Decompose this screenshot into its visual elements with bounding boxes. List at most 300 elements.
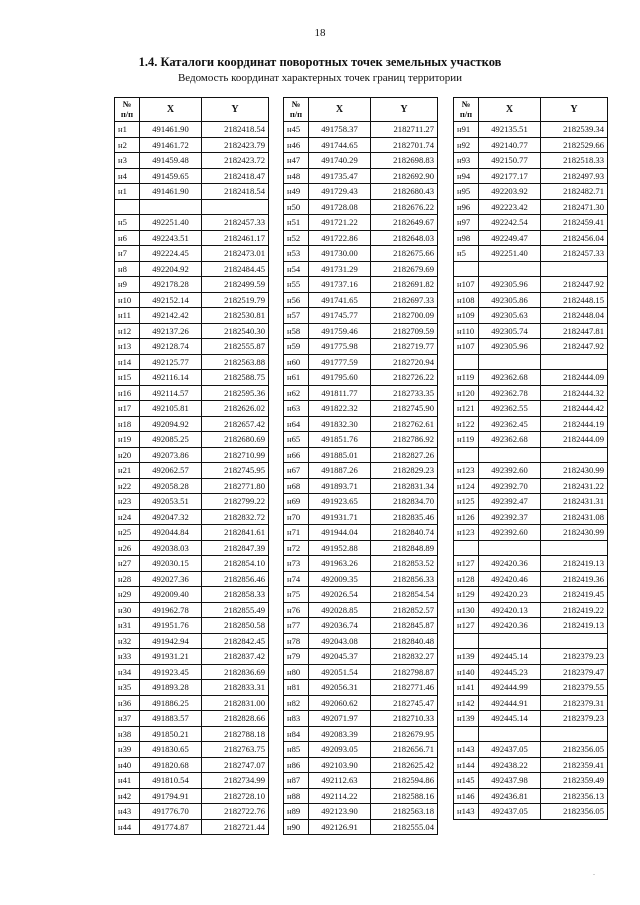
point-number: н5 <box>454 246 479 262</box>
table-row <box>454 246 608 262</box>
point-number: н97 <box>454 215 479 231</box>
table-row <box>115 788 269 804</box>
x-coordinate: 491737.16 <box>309 277 371 293</box>
point-number: н109 <box>454 308 479 324</box>
x-coordinate: 492126.91 <box>309 819 371 835</box>
point-number: н59 <box>284 339 309 355</box>
y-coordinate: 2182832.72 <box>202 509 269 525</box>
table-row <box>284 246 438 262</box>
x-coordinate: 492135.51 <box>479 122 541 138</box>
x-coordinate <box>479 261 541 277</box>
x-coordinate: 492094.92 <box>140 416 202 432</box>
y-coordinate: 2182711.27 <box>371 122 438 138</box>
y-coordinate: 2182430.99 <box>541 525 608 541</box>
y-coordinate: 2182418.54 <box>202 122 269 138</box>
y-coordinate: 2182418.47 <box>202 168 269 184</box>
x-coordinate: 492009.40 <box>140 587 202 603</box>
x-coordinate: 492392.37 <box>479 509 541 525</box>
point-number: н66 <box>284 447 309 463</box>
point-number <box>454 447 479 463</box>
table-row <box>284 354 438 370</box>
table-row <box>284 742 438 758</box>
point-number: н47 <box>284 153 309 169</box>
point-number: н86 <box>284 757 309 773</box>
x-coordinate: 491886.25 <box>140 695 202 711</box>
x-coordinate: 491744.65 <box>309 137 371 153</box>
x-coordinate: 492114.22 <box>309 788 371 804</box>
x-coordinate: 492392.47 <box>479 494 541 510</box>
x-coordinate: 491951.76 <box>140 618 202 634</box>
point-number: н21 <box>115 463 140 479</box>
y-coordinate: 2182680.43 <box>371 184 438 200</box>
table-row <box>115 401 269 417</box>
point-number: н30 <box>115 602 140 618</box>
x-coordinate: 492083.39 <box>309 726 371 742</box>
point-number: н92 <box>454 137 479 153</box>
point-number <box>454 261 479 277</box>
y-coordinate: 2182359.49 <box>541 773 608 789</box>
y-coordinate: 2182356.05 <box>541 742 608 758</box>
y-coordinate: 2182848.89 <box>371 540 438 556</box>
point-number: н90 <box>284 819 309 835</box>
table-row <box>115 726 269 742</box>
y-coordinate: 2182456.04 <box>541 230 608 246</box>
y-coordinate: 2182829.23 <box>371 463 438 479</box>
y-coordinate: 2182625.42 <box>371 757 438 773</box>
point-number: н31 <box>115 618 140 634</box>
table-row <box>115 416 269 432</box>
table-row <box>454 494 608 510</box>
point-number: н8 <box>115 261 140 277</box>
y-coordinate <box>541 447 608 463</box>
table-row <box>454 664 608 680</box>
y-coordinate: 2182588.75 <box>202 370 269 386</box>
y-coordinate: 2182379.47 <box>541 664 608 680</box>
point-number: н107 <box>454 339 479 355</box>
point-number: н95 <box>454 184 479 200</box>
y-coordinate: 2182444.09 <box>541 370 608 386</box>
point-number: н9 <box>115 277 140 293</box>
point-number: н11 <box>115 308 140 324</box>
point-number: н23 <box>115 494 140 510</box>
point-number: н36 <box>115 695 140 711</box>
table-row <box>115 556 269 572</box>
y-coordinate: 2182518.33 <box>541 153 608 169</box>
y-coordinate: 2182473.01 <box>202 246 269 262</box>
coordinate-table-2 <box>283 97 438 835</box>
x-coordinate: 492251.40 <box>479 246 541 262</box>
x-coordinate: 492060.62 <box>309 695 371 711</box>
y-coordinate: 2182430.99 <box>541 463 608 479</box>
point-number: н126 <box>454 509 479 525</box>
x-coordinate: 492053.51 <box>140 494 202 510</box>
y-coordinate: 2182626.02 <box>202 401 269 417</box>
point-number: н76 <box>284 602 309 618</box>
x-coordinate: 492362.78 <box>479 385 541 401</box>
point-number: н80 <box>284 664 309 680</box>
table-row <box>115 292 269 308</box>
table-row <box>115 339 269 355</box>
y-coordinate: 2182447.92 <box>541 277 608 293</box>
y-coordinate: 2182786.92 <box>371 432 438 448</box>
point-number: н3 <box>115 153 140 169</box>
y-coordinate: 2182444.32 <box>541 385 608 401</box>
x-coordinate: 492051.54 <box>309 664 371 680</box>
y-coordinate: 2182356.13 <box>541 788 608 804</box>
x-coordinate: 491885.01 <box>309 447 371 463</box>
table-row <box>115 246 269 262</box>
table-row <box>454 385 608 401</box>
table-row <box>115 323 269 339</box>
point-number: н146 <box>454 788 479 804</box>
table-row <box>284 819 438 835</box>
table-row <box>284 695 438 711</box>
y-coordinate <box>541 354 608 370</box>
y-coordinate: 2182657.42 <box>202 416 269 432</box>
x-coordinate: 491759.46 <box>309 323 371 339</box>
table-row <box>115 168 269 184</box>
x-coordinate: 492242.54 <box>479 215 541 231</box>
x-coordinate: 492420.46 <box>479 571 541 587</box>
point-number: н57 <box>284 308 309 324</box>
table-row <box>115 184 269 200</box>
point-number: н130 <box>454 602 479 618</box>
point-number: н46 <box>284 137 309 153</box>
table-row <box>454 432 608 448</box>
point-number: н77 <box>284 618 309 634</box>
point-number: н35 <box>115 680 140 696</box>
y-coordinate: 2182745.47 <box>371 695 438 711</box>
table-row <box>284 602 438 618</box>
y-coordinate <box>541 261 608 277</box>
point-number: н33 <box>115 649 140 665</box>
y-coordinate: 2182497.93 <box>541 168 608 184</box>
table-row <box>454 711 608 727</box>
y-coordinate: 2182461.17 <box>202 230 269 246</box>
y-coordinate: 2182798.87 <box>371 664 438 680</box>
table-row <box>115 447 269 463</box>
point-number: н7 <box>115 246 140 262</box>
point-number: н63 <box>284 401 309 417</box>
point-number: н85 <box>284 742 309 758</box>
x-coordinate: 492071.97 <box>309 711 371 727</box>
point-number: н55 <box>284 277 309 293</box>
y-coordinate: 2182676.22 <box>371 199 438 215</box>
x-coordinate: 492420.36 <box>479 556 541 572</box>
table-row <box>115 649 269 665</box>
point-number: н20 <box>115 447 140 463</box>
table-row <box>115 540 269 556</box>
point-number: н2 <box>115 137 140 153</box>
x-coordinate: 492243.51 <box>140 230 202 246</box>
x-coordinate: 492178.28 <box>140 277 202 293</box>
point-number: н22 <box>115 478 140 494</box>
table-row <box>284 230 438 246</box>
y-coordinate: 2182359.41 <box>541 757 608 773</box>
point-number: н142 <box>454 695 479 711</box>
y-coordinate: 2182448.15 <box>541 292 608 308</box>
point-number: н119 <box>454 370 479 386</box>
point-number: н108 <box>454 292 479 308</box>
x-coordinate <box>479 540 541 556</box>
point-number: н17 <box>115 401 140 417</box>
y-coordinate: 2182771.46 <box>371 680 438 696</box>
x-coordinate: 491887.26 <box>309 463 371 479</box>
table-row <box>115 432 269 448</box>
y-coordinate: 2182852.57 <box>371 602 438 618</box>
y-coordinate: 2182588.16 <box>371 788 438 804</box>
table-row <box>284 556 438 572</box>
point-number: н143 <box>454 804 479 820</box>
section-subtitle: Ведомость координат характерных точек границ территории <box>177 72 463 84</box>
y-coordinate: 2182856.46 <box>202 571 269 587</box>
point-number: н37 <box>115 711 140 727</box>
table-row <box>284 292 438 308</box>
coordinate-table-1 <box>114 97 269 835</box>
x-coordinate: 491461.90 <box>140 184 202 200</box>
y-coordinate: 2182854.10 <box>202 556 269 572</box>
y-coordinate: 2182418.54 <box>202 184 269 200</box>
table-row <box>284 540 438 556</box>
table-row <box>454 478 608 494</box>
table-row <box>284 215 438 231</box>
table-row <box>454 323 608 339</box>
x-coordinate: 492249.47 <box>479 230 541 246</box>
x-coordinate: 492203.92 <box>479 184 541 200</box>
point-number: н120 <box>454 385 479 401</box>
y-coordinate: 2182835.46 <box>371 509 438 525</box>
table-row <box>454 277 608 293</box>
x-coordinate: 492251.40 <box>140 215 202 231</box>
table-row <box>284 122 438 138</box>
y-coordinate: 2182419.13 <box>541 556 608 572</box>
x-coordinate: 492140.77 <box>479 137 541 153</box>
y-coordinate: 2182563.18 <box>371 804 438 820</box>
x-coordinate: 491931.71 <box>309 509 371 525</box>
point-number: н48 <box>284 168 309 184</box>
y-coordinate: 2182529.66 <box>541 137 608 153</box>
y-coordinate: 2182471.30 <box>541 199 608 215</box>
table-row <box>115 277 269 293</box>
x-coordinate: 492105.81 <box>140 401 202 417</box>
y-coordinate: 2182419.45 <box>541 587 608 603</box>
point-number: н34 <box>115 664 140 680</box>
y-coordinate: 2182726.22 <box>371 370 438 386</box>
y-coordinate: 2182447.81 <box>541 323 608 339</box>
table-row <box>454 726 608 742</box>
table-row <box>284 261 438 277</box>
point-number: н89 <box>284 804 309 820</box>
header-y: Y <box>202 98 269 122</box>
point-number: н98 <box>454 230 479 246</box>
y-coordinate: 2182856.33 <box>371 571 438 587</box>
x-coordinate: 492305.96 <box>479 339 541 355</box>
y-coordinate: 2182530.81 <box>202 308 269 324</box>
table-row <box>284 633 438 649</box>
y-coordinate: 2182563.88 <box>202 354 269 370</box>
x-coordinate: 491745.77 <box>309 308 371 324</box>
y-coordinate: 2182719.77 <box>371 339 438 355</box>
point-number: н72 <box>284 540 309 556</box>
y-coordinate: 2182482.71 <box>541 184 608 200</box>
y-coordinate: 2182419.36 <box>541 571 608 587</box>
table-row <box>284 385 438 401</box>
table-row <box>284 664 438 680</box>
x-coordinate: 491776.70 <box>140 804 202 820</box>
y-coordinate: 2182419.13 <box>541 618 608 634</box>
y-coordinate: 2182845.87 <box>371 618 438 634</box>
x-coordinate: 492058.28 <box>140 478 202 494</box>
table-row <box>284 432 438 448</box>
table-row <box>115 602 269 618</box>
table-row <box>454 354 608 370</box>
point-number: н19 <box>115 432 140 448</box>
table-row <box>454 571 608 587</box>
x-coordinate: 491777.59 <box>309 354 371 370</box>
x-coordinate: 491923.65 <box>309 494 371 510</box>
point-number: н74 <box>284 571 309 587</box>
table-row <box>284 525 438 541</box>
y-coordinate: 2182484.45 <box>202 261 269 277</box>
y-coordinate: 2182763.75 <box>202 742 269 758</box>
point-number: н91 <box>454 122 479 138</box>
point-number: н38 <box>115 726 140 742</box>
point-number: н1 <box>115 184 140 200</box>
y-coordinate: 2182837.42 <box>202 649 269 665</box>
x-coordinate: 492438.22 <box>479 757 541 773</box>
point-number: н26 <box>115 540 140 556</box>
y-coordinate: 2182379.55 <box>541 680 608 696</box>
x-coordinate: 491775.98 <box>309 339 371 355</box>
point-number: н6 <box>115 230 140 246</box>
y-coordinate: 2182788.18 <box>202 726 269 742</box>
x-coordinate: 491923.45 <box>140 664 202 680</box>
x-coordinate: 492047.32 <box>140 509 202 525</box>
table-row <box>454 416 608 432</box>
y-coordinate: 2182700.09 <box>371 308 438 324</box>
table-row <box>454 153 608 169</box>
point-number: н129 <box>454 587 479 603</box>
x-coordinate: 491822.32 <box>309 401 371 417</box>
x-coordinate: 492030.15 <box>140 556 202 572</box>
y-coordinate: 2182709.59 <box>371 323 438 339</box>
y-coordinate <box>202 199 269 215</box>
y-coordinate: 2182722.76 <box>202 804 269 820</box>
y-coordinate: 2182728.10 <box>202 788 269 804</box>
header-x: X <box>309 98 371 122</box>
point-number: н144 <box>454 757 479 773</box>
table-row <box>284 184 438 200</box>
x-coordinate: 491794.91 <box>140 788 202 804</box>
y-coordinate: 2182762.61 <box>371 416 438 432</box>
table-row <box>454 230 608 246</box>
table-row <box>115 261 269 277</box>
y-coordinate: 2182701.74 <box>371 137 438 153</box>
y-coordinate: 2182832.27 <box>371 649 438 665</box>
y-coordinate: 2182836.69 <box>202 664 269 680</box>
x-coordinate: 492009.35 <box>309 571 371 587</box>
point-number: н10 <box>115 292 140 308</box>
point-number: н54 <box>284 261 309 277</box>
table-row <box>454 649 608 665</box>
y-coordinate: 2182833.31 <box>202 680 269 696</box>
x-coordinate: 492444.99 <box>479 680 541 696</box>
point-number: н15 <box>115 370 140 386</box>
x-coordinate: 492436.81 <box>479 788 541 804</box>
table-row <box>284 788 438 804</box>
x-coordinate: 492027.36 <box>140 571 202 587</box>
x-coordinate: 491795.60 <box>309 370 371 386</box>
table-row <box>284 168 438 184</box>
x-coordinate: 492114.57 <box>140 385 202 401</box>
table-row <box>115 742 269 758</box>
point-number: н51 <box>284 215 309 231</box>
table-row <box>115 370 269 386</box>
x-coordinate: 492128.74 <box>140 339 202 355</box>
table-row <box>115 525 269 541</box>
y-coordinate: 2182745.90 <box>371 401 438 417</box>
table-row <box>454 773 608 789</box>
x-coordinate: 491741.65 <box>309 292 371 308</box>
table-row <box>115 354 269 370</box>
point-number: н83 <box>284 711 309 727</box>
point-number: н16 <box>115 385 140 401</box>
table-row <box>454 261 608 277</box>
x-coordinate: 491731.29 <box>309 261 371 277</box>
table-row <box>454 137 608 153</box>
table-row <box>284 494 438 510</box>
table-row <box>454 525 608 541</box>
table-row <box>115 680 269 696</box>
y-coordinate: 2182679.95 <box>371 726 438 742</box>
x-coordinate: 492204.92 <box>140 261 202 277</box>
y-coordinate: 2182853.52 <box>371 556 438 572</box>
table-row <box>284 618 438 634</box>
x-coordinate: 491740.29 <box>309 153 371 169</box>
y-coordinate: 2182594.86 <box>371 773 438 789</box>
point-number: н24 <box>115 509 140 525</box>
table-row <box>284 649 438 665</box>
x-coordinate: 491735.47 <box>309 168 371 184</box>
coordinate-table-3 <box>453 97 608 820</box>
section-title: 1.4. Каталоги координат поворотных точек земельных участков <box>138 55 502 69</box>
point-number: н93 <box>454 153 479 169</box>
x-coordinate: 492392.60 <box>479 525 541 541</box>
x-coordinate: 492056.31 <box>309 680 371 696</box>
y-coordinate: 2182827.26 <box>371 447 438 463</box>
point-number: н50 <box>284 199 309 215</box>
point-number: н124 <box>454 478 479 494</box>
point-number: н56 <box>284 292 309 308</box>
x-coordinate: 492437.05 <box>479 742 541 758</box>
point-number: н69 <box>284 494 309 510</box>
y-coordinate: 2182379.31 <box>541 695 608 711</box>
table-row <box>115 633 269 649</box>
table-row <box>454 633 608 649</box>
y-coordinate: 2182855.49 <box>202 602 269 618</box>
header-point-number: № п/п <box>115 98 140 122</box>
point-number: н64 <box>284 416 309 432</box>
point-number: н125 <box>454 494 479 510</box>
x-coordinate: 491883.57 <box>140 711 202 727</box>
x-coordinate: 492420.13 <box>479 602 541 618</box>
y-coordinate: 2182733.35 <box>371 385 438 401</box>
x-coordinate: 492073.86 <box>140 447 202 463</box>
x-coordinate: 492445.23 <box>479 664 541 680</box>
header-x: X <box>140 98 202 122</box>
table-row <box>454 757 608 773</box>
table-row <box>454 168 608 184</box>
